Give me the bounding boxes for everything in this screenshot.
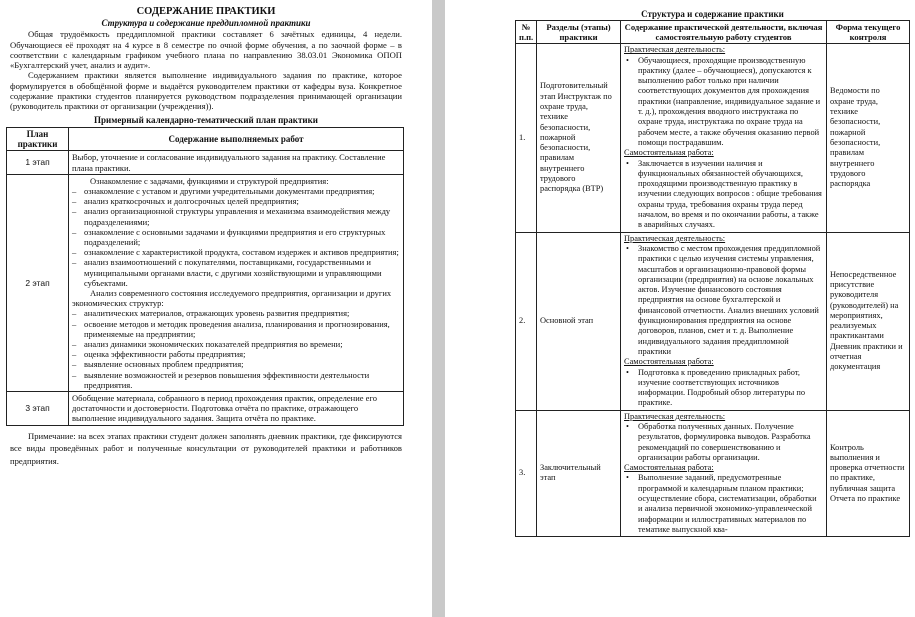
table-row xyxy=(516,44,910,232)
control-col-header: Форма текущего контроля xyxy=(827,21,910,44)
table-row xyxy=(516,410,910,537)
row-content xyxy=(621,44,827,232)
list-item: – анализ организационной структуры управления и механизма взаимодействия между подразделениями; xyxy=(72,206,400,226)
stage-cell: 2 этап xyxy=(7,174,69,391)
plan-table-header xyxy=(7,127,404,150)
stage-content: Обобщение материала, собранного в период прохождения практик, определение его достаточности и достоверности. Подготовка отчёта по практике, отражающего выполнение индивидуального задания. Защита отчёта по практике. xyxy=(69,392,404,426)
intro-paragraph-1: Общая трудоёмкость преддипломной практики составляет 6 зачётных единицы, 4 недели. Обучающиеся её проходят на 4 курсе в 8 семестре по очной форме обучения, а по заочной форме – в соответствии с календарным графиком учебного плана по направлению 38.03.01 Экономика ОПОП «Бухгалтерский учет, анализ и аудит». xyxy=(10,29,402,71)
practical-label: Практическая деятельность: xyxy=(624,411,726,421)
table-row xyxy=(7,174,404,391)
practical-text: • Обработка полученных данных. Получение результатов, формулировка выводов. Разработка рекомендаций по совершенствованию и организации работы организации. xyxy=(624,422,823,463)
intro-paragraph-2: Содержанием практики является выполнение индивидуального задания по практике, которое формулируется в обобщённой форме и выдаётся руководителем практики от кафедры вуза. Конкретное содержание практики студентов планируется руководством подразделения принимающей организации (руководитель практики от организации (учреждения)). xyxy=(10,70,402,112)
left-page xyxy=(0,0,432,617)
list-item: – выявление основных проблем предприятия; xyxy=(72,359,400,369)
row-section: Подготовительный этап Инструктаж по охране труда, технике безопасности, пожарной безопасности, правилам внутреннего трудового распорядка (ВТР) xyxy=(537,44,621,232)
section-col-header: Разделы (этапы) практики xyxy=(537,21,621,44)
stage-cell: 1 этап xyxy=(7,151,69,174)
practical-text: • Обучающиеся, проходящие производственную практику (далее – обучающиеся), допускаются к выполнению работ только при наличии соответствующих документов для прохождения практики (направление, индивидуальное задание и т. д.), прохождения вводного инструктажа по охране труда, инструктажа по охране труда на рабочем месте, а также обучения оказанию первой помощи пострадавшим. xyxy=(624,56,823,149)
list-item: – анализ краткосрочных и долгосрочных целей предприятия; xyxy=(72,196,400,206)
stage-content: Выбор, уточнение и согласование индивидуального задания на практику. Составление плана практики. xyxy=(69,151,404,174)
num-col-header: № п.п. xyxy=(516,21,537,44)
row-section: Заключительный этап xyxy=(537,410,621,537)
left-page-content xyxy=(10,4,402,476)
stage-content xyxy=(69,174,404,391)
self-work-label: Самостоятельная работа: xyxy=(624,148,714,158)
practical-text: • Знакомство с местом прохождения преддипломной практики с целью изучения системы управления, масштабов и организационно-правовой формы организации (предприятия) на основе локальных актов. Изучение финансового состояния предприятия на основе бухгалтерской и финансовой отчетности. Анализ внешних условий функционирования предприятия на основе договоров, планов, смет и т. д. Выполнение индивидуального задания преддипломной практики xyxy=(624,244,823,357)
list-item: – выявление возможностей и резервов повышения эффективности деятельности предприятия. xyxy=(72,370,400,390)
self-work-text: • Выполнение заданий, предусмотренные программой и календарным планом практики; осуществление сбора, систематизации, обработки и анализа первичной экономико-управленческой информации и иллюстративных материалов по тематике выпускной ква- xyxy=(624,473,823,535)
list-item: – ознакомление с основными задачами и функциями предприятия и его структурных подразделений; xyxy=(72,227,400,247)
row-content xyxy=(621,410,827,537)
right-page-content xyxy=(515,9,910,537)
row-section: Основной этап xyxy=(537,232,621,410)
practical-label: Практическая деятельность: xyxy=(624,233,726,243)
table-row xyxy=(7,151,404,174)
stage-intro: Анализ современного состояния исследуемого предприятия, организации и других экономических структур: xyxy=(72,288,392,309)
stage-cell: 3 этап xyxy=(7,392,69,426)
list-item: – освоение методов и методик проведения анализа, планирования и прогнозирования, применяемые на предприятии; xyxy=(72,319,400,339)
content-col-header: Содержание практической деятельности, включая самостоятельную работу студентов xyxy=(621,21,827,44)
row-number: 3. xyxy=(516,410,537,537)
list-item: – ознакомление с уставом и другими учредительными документами предприятия; xyxy=(72,186,400,196)
row-content xyxy=(621,232,827,410)
list-item: – аналитических материалов, отражающих уровень развития предприятия; xyxy=(72,308,400,318)
table-row xyxy=(516,232,910,410)
row-control: Контроль выполнения и проверка отчетности по практике, публичная защита Отчета по практике xyxy=(827,410,910,537)
row-control: Ведомости по охране труда, технике безопасности, пожарной безопасности, правилам внутреннего трудового распорядка xyxy=(827,44,910,232)
page-title: СОДЕРЖАНИЕ ПРАКТИКИ xyxy=(136,6,276,17)
right-page xyxy=(445,0,915,617)
list-item: – анализ взаимоотношений с покупателями, поставщиками, государственными и муниципальными органами власти, с другими хозяйствующими и управляющими субъектами. xyxy=(72,257,400,288)
list-item: – оценка эффективности работы предприятия; xyxy=(72,349,400,359)
note-paragraph: Примечание: на всех этапах практики студент должен заполнять дневник практики, где фиксируются все виды проведённых работ и полученные консультации от руководителей практики и работников предприятия. xyxy=(10,430,402,466)
stage-intro: Ознакомление с задачами, функциями и структурой предприятия: xyxy=(90,175,329,186)
structure-table-header xyxy=(516,21,910,44)
list-item: – ознакомление с характеристикой продукта, составом издержек и активов предприятия; xyxy=(72,247,400,257)
self-work-label: Самостоятельная работа: xyxy=(624,357,714,367)
row-control: Непосредственное присутствие руководителя (руководителей) на мероприятиях, реализуемых практикантами Дневник практики и отчетная документация xyxy=(827,232,910,410)
self-work-text: • Подготовка к проведению прикладных работ, изучение соответствующих источников информации. Подробный обзор литературы по практике. xyxy=(624,368,823,409)
self-work-text: • Заключается в изучении наличия и функциональных обязанностей обучающихся, проходящими производственную практику в изучении следующих вопросов : общие требования охраны труда, требования охраны труда перед началом, во время и по окончании работы, а также в аварийных случаях. xyxy=(624,159,823,231)
structure-title: Структура и содержание практики xyxy=(641,9,784,19)
row-number: 1. xyxy=(516,44,537,232)
plan-col-header: План практики xyxy=(7,127,69,150)
plan-table xyxy=(6,127,404,426)
list-item: – анализ динамики экономических показателей предприятия во времени; xyxy=(72,339,400,349)
page-subtitle: Структура и содержание преддипломной практики xyxy=(101,18,311,28)
plan-heading: Примерный календарно-тематический план практики xyxy=(94,114,318,125)
content-col-header: Содержание выполняемых работ xyxy=(69,127,404,150)
table-row xyxy=(7,392,404,426)
practical-label: Практическая деятельность: xyxy=(624,45,726,55)
self-work-label: Самостоятельная работа: xyxy=(624,463,714,473)
structure-table xyxy=(515,20,910,537)
row-number: 2. xyxy=(516,232,537,410)
